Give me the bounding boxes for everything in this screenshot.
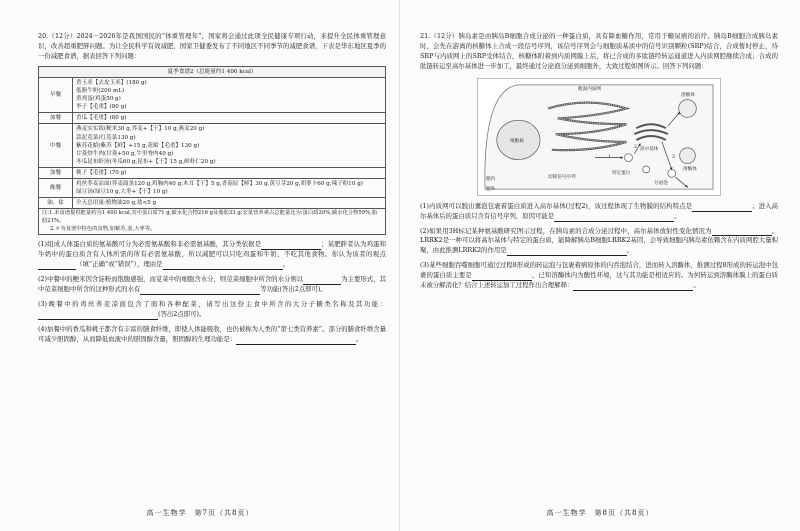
meal-items xyxy=(73,167,386,178)
meal-table xyxy=(38,66,386,236)
meal-item: 冬瓜昆布虾汤(冬瓜60 g,昆布+【干】15 g,鲜虾仁20 g) xyxy=(76,158,216,165)
vesicle-shape xyxy=(668,169,676,177)
right-page xyxy=(400,0,800,531)
meal-item: 甘菱炒牛肉(甘菱+50 g,牛里脊肉40 g) xyxy=(76,150,174,157)
answer-blank[interactable] xyxy=(692,205,752,212)
label-specific-protein: 特定蛋白 xyxy=(612,170,631,176)
label-cleavage: 切除信号序列 xyxy=(548,174,576,180)
meal-items xyxy=(73,113,386,124)
label-rough-er: 粗面内质网 xyxy=(578,86,601,92)
meal-items xyxy=(73,179,386,198)
meal-item: 全天总用量:植物油20 g,盐<5 g xyxy=(76,200,157,207)
meal-name: 早餐 xyxy=(39,77,73,112)
table-row xyxy=(39,124,386,168)
meal-item: 燕麦实实饭(粳米30 g,荞麦+【干】10 g,燕麦20 g) xyxy=(76,126,205,133)
meal-name: 晚餐 xyxy=(39,179,73,198)
meal-items xyxy=(73,198,386,209)
table-notes xyxy=(39,209,386,235)
vesicle-shape xyxy=(643,166,650,173)
meal-name: 加餐 xyxy=(39,167,73,178)
meal-items xyxy=(73,124,386,168)
meal-name: 油、盐 xyxy=(39,198,73,209)
meal-name: 中餐 xyxy=(39,124,73,168)
answer-blank[interactable] xyxy=(140,288,260,295)
q21-1: (1)内质网可以脱出囊泡包裹着蛋白质进入高尔基体(过程2)，该过程体现了生物膜的结构特点是 ；进入高尔基体后的蛋白质只含有信号序列，原因可能是 。 xyxy=(420,201,778,220)
label-nucleus: 细胞核 xyxy=(510,138,524,144)
q20-1: (1)组成人体蛋白质的氨基酸可分为必需氨基酸和非必需氨基酸，其分类依据是 ；某肥胖者认为鸡蛋和牛奶中的蛋白质含有人体所需的所有必需氨基酸，所以减肥可以只吃鸡蛋和牛奶，不吃其他食物。你认为该者的观点（填“正确”或“错误”），理由是 。 xyxy=(38,240,386,269)
meal-item: 低脂牛奶(200 mL) xyxy=(76,87,125,94)
table-note: 2.＊为食谱中特色的食物,如紫苏,姜,大枣等。 xyxy=(50,225,156,232)
meal-item: 绿豆汤(绿豆10 g,大枣+【干】10 g) xyxy=(76,189,168,196)
meal-item: 煮鸡蛋(鸡蛋50 g) xyxy=(76,96,121,103)
q21-2: (2)如果用3H标记某种氨基酸研究图示过程，在胰岛素的合成分泌过程中，高尔基体放射性变化情况为 。LRRK2是一种可以将高尔基体与特定的蛋白质，能降解胰岛B细胞LRRK2基因，会导致细胞内胰岛素依赖含在内质网腔大量积聚，由此推测LRRK2的作用是 。 xyxy=(420,226,778,255)
cell-diagram xyxy=(477,78,721,196)
page-footer: 高一生物学 第7页（共8页） xyxy=(146,509,254,518)
meal-item: 鸡丝荞麦凉面(荞麦面条120 g,鸡胸肉40 g,木耳【干】5 g,香菇原【鲜】30 g,黄豆芽20 g,胡萝卜60 g,辣子粉10 g) xyxy=(76,181,363,188)
table-row xyxy=(39,198,386,209)
table-row xyxy=(39,209,386,235)
label-extracellular: 胞外 xyxy=(486,186,496,192)
meal-item: 桃子【毛重】(70 g) xyxy=(76,169,127,176)
label-golgi: 高尔基体 xyxy=(640,146,659,152)
meal-table-title: 夏季食谱2（总能量约1 400 kcal） xyxy=(39,66,386,77)
table-row xyxy=(39,113,386,124)
label-num-1: 1 xyxy=(608,154,611,160)
answer-blank[interactable] xyxy=(236,338,356,345)
label-lysosome: 溶酶体 xyxy=(681,92,695,98)
answer-blank[interactable] xyxy=(38,263,76,270)
meal-item: 李子【毛重】(80 g) xyxy=(76,104,127,111)
answer-blank[interactable] xyxy=(554,215,674,222)
label-intracellular: 胞内 xyxy=(486,176,496,182)
vesicle-shape xyxy=(625,153,633,161)
label-num-3: 3 xyxy=(672,154,675,160)
meal-name: 加餐 xyxy=(39,113,73,124)
label-num-2: 2 xyxy=(634,144,637,150)
table-note: 注:1.本食谱提供能量约为1 400 kcal,其中蛋白质71 g,碳水化合物216 g及脂肪33 g;宏量营养素占总能量比为:蛋白质20%,碳水化合物59%,脂肪21%。 xyxy=(42,210,378,225)
answer-blank[interactable] xyxy=(163,263,283,270)
q20-2: (2)中餐中的粳米因含淀粉而饱腹感强，而苋菜中的细胞含水分，则苋菜细胞中所含的水分则以 为主要形式，其中苋菜细胞中所含的这种形式的水有 等功能(答出2点即可)。 xyxy=(38,275,386,294)
meal-items xyxy=(73,77,386,112)
table-row xyxy=(39,77,386,112)
q21-intro: 21.（12分）胰岛素是由胰岛B细胞合成分泌的一种蛋白质，具有降血糖作用，常用于糖尿病的治疗。胰岛B细胞合成胰岛素时，会先在游离的核糖体上合成一段信号序列，该信号序列会与细胞质基质中的信号识别颗粒(SRP)结合，合成暂时停止，待SRP与内质网上的SRP受体结合，核糖体附着到内质网膜上后，将已合成的多肽链经转运通道进入内质网腔继续合成；合成的肽链转运至高尔基体进一步加工，最终通过分泌泡分泌到细胞外，大致过程如图所示。回答下列问题： xyxy=(420,32,778,70)
lysosome-shape xyxy=(679,99,697,117)
q21-3: (3)某些细胞吞噬细胞可通过过程8形成的转运泡与包裹着病原体的内吞泡结合，进而转入溶酶体，推测过程8形成的转运泡中包裹的蛋白质主要是 ，已知溶酶体内为酸性环境，这与其功能是相适应的。为何转运到溶酶体膜上的蛋白质未被分解消化？结合上述转运加工过程作出合理解释： 。 xyxy=(420,261,779,290)
label-secretory: 分泌泡 xyxy=(654,180,668,186)
meal-item: 蒜泥苋菜(红苋菜130 g) xyxy=(76,134,136,141)
q20-intro: 20.（12分）2024－2026年是我国国民的“体重管理年”，国家将会通过此项全民健康专项行动，来提升全民体重管理意识，改善超重肥胖问题。为让全民科学有效减肥，国家卫健委发布了不同地区不同季节的减肥食谱，下表是华东地区夏季的一份减肥食谱，据表回答下列问题： xyxy=(38,32,386,60)
q20-3: (3)晚餐中的鸡丝荞麦凉面包含了面和各种配菜，请写出这份主食中所含的大分子糖类名称及其功能：(答出2点即可)。 xyxy=(38,300,386,318)
table-row xyxy=(39,179,386,198)
q20-4: (4)加餐中的香瓜和桃子都含有丰富的膳食纤维，即使人体能吸收，也仍被称为人类的“第七类营养素”。部分的膳食纤维含量可减少胆固醇，从而降低血液中的胆固醇含量，胆固醇的生理功能是： 。 xyxy=(38,324,386,343)
answer-blank[interactable] xyxy=(507,249,627,256)
meal-item: 香瓜【毛重】(80 g) xyxy=(76,115,127,122)
answer-blank[interactable] xyxy=(573,284,693,291)
answer-blank[interactable] xyxy=(38,313,158,320)
meal-item: 煮玉米【去皮玉米】(180 g) xyxy=(76,79,147,86)
label-lysosome-2: 溶酶体 xyxy=(683,166,697,172)
lysosome-shape xyxy=(680,148,696,164)
page-footer: 高一生物学 第8页（共8页） xyxy=(546,509,654,518)
table-row xyxy=(39,167,386,178)
meal-item: 紫苏花蛤(紫苏【鲜】+15 g,花蛤【毛重】130 g) xyxy=(76,142,200,149)
